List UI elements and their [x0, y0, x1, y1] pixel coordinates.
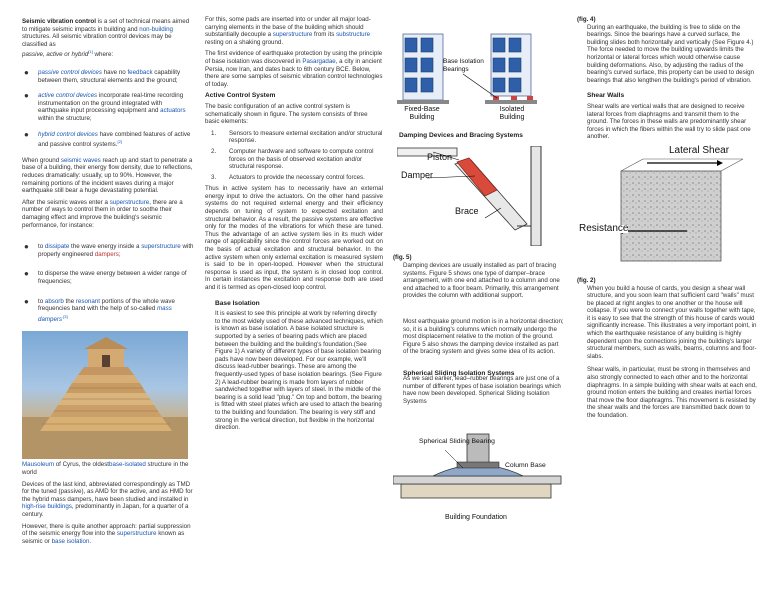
wave-control-list — [22, 243, 194, 323]
fig4-label: (fig. 4) — [577, 16, 596, 23]
intro-paragraph — [22, 18, 194, 59]
paragraph: Damping devices are usually installed as part of bracing systems. Figure 5 shows one type of damper–brace arrangement, with one end attached to a column and one end attached to a floor beam. Primarily, this arrangement provides the column with additional support. — [403, 262, 560, 300]
heading-base-isolation: Base Isolation — [215, 299, 260, 307]
label-piston: Piston — [427, 152, 453, 162]
label-resistance: Resistance — [579, 222, 629, 234]
damper-brace-figure — [397, 146, 557, 246]
list-item: ● hybrid control devices have combined features of active and passive control systems.[2] — [24, 129, 191, 149]
paragraph: Thus in active system has to necessarily have an external energy input to drive the actuators. On the other hand passive systems do not required external energy and their efficiency depends on tuning of system to expected excitation and structural behavior. As a result, the passive systems are effective only for the modes of the vibrations for which these are tuned. Thus the advantage of an active system lies in its much wider range of applicability since the control forces are worked out on the basis of actual excitation and structural behavior. In the active system when only external excitation is measured system is said to be in open-looped. However when the structural response is used as input, the system is in closed loop control. In certain instances the excitation and response both are used and it is termed as open-closed loop control. — [205, 185, 383, 291]
list-item: ● to disperse the wave energy between a wider range of frequencies; — [24, 269, 187, 285]
paragraph: Devices of the last kind, abbreviated correspondingly as TMD for the tuned (passive), as AMD for the active, and as HMD for the hybrid mass dampers, have been studied and installed in high-rise buildings, predominantly in Japan, for a quarter of a century. — [22, 480, 193, 518]
elements-list — [205, 130, 383, 182]
label-brace: Brace — [455, 206, 479, 216]
superstructure-link[interactable]: superstructure — [272, 31, 313, 39]
label-base-isolation-bearings: Base Isolation Bearings — [443, 58, 484, 73]
substructure-link[interactable]: substructure — [336, 31, 371, 39]
dissipate-link[interactable]: dissipate — [44, 243, 70, 251]
label-isolated: Isolated Building — [499, 106, 525, 121]
base-isolation-link[interactable]: base isolation — [51, 537, 90, 545]
ref-1[interactable]: [1] — [88, 49, 93, 55]
paragraph: However, there is quite another approach: partial suppression of the seismic energy flow into the superstructure known as seismic or base isolation. — [22, 522, 191, 545]
active-link[interactable]: active control devices — [38, 92, 98, 100]
paragraph: As we said earlier, lead–rubber bearings are just one of a number of different types of base isolation bearings which have now been developed. Spherical Sliding Isolation Systems — [403, 375, 561, 405]
shear-wall-drawing — [577, 145, 757, 265]
paragraph: After the seismic waves enter a superstructure, there are a number of ways to control them in order to soothe their damaging effect and improve the building's seismic performance, for instance: — [22, 198, 183, 229]
list-item: ● to dissipate the wave energy inside a superstructure with properly engineered dampers; — [24, 242, 194, 258]
list-item: ● passive control devices have no feedback capability between them, structural elements and the ground; — [24, 68, 181, 84]
actuators-link[interactable]: actuators — [160, 107, 186, 115]
superstructure-link[interactable]: superstructure — [109, 198, 150, 206]
paragraph: During an earthquake, the building is free to slide on the bearings. Since the bearings have a curved surface, the building slides both horizontally and vertically (See Figure 4.) The force needed to move the building upwards limits the horizontal or lateral forces which would otherwise cause building deformations. Also, by adjusting the radius of the bearing's curved surface, this property can be used to design bearings that also lengthen the building's period of vibration. — [587, 23, 754, 84]
heading-active-control: Active Control System — [205, 92, 276, 100]
paragraph: When ground seismic waves reach up and start to penetrate a base of a building, their energy flow density, due to reflections, reduces dramatically: usually, up to 90%. However, the remaining portions of the incident waves during a major earthquake still bear a huge devastating potential. — [22, 156, 193, 195]
intro-text-c: passive, active or hybrid — [22, 51, 89, 59]
passive-link[interactable]: passive control devices — [38, 69, 102, 77]
label-fixed-base: Fixed-Base Building — [404, 106, 440, 121]
mausoleum-drawing — [22, 331, 188, 459]
paragraph: The first evidence of earthquake protection by using the principle of base isolation was discovered in Pasargadae, a city in ancient Persia, now Iran, and dates back to 6th century BCE. Below, there are some samples of seismic vibration control technologies of today. — [205, 50, 383, 88]
intro-text-b: structures. All seismic vibration control devices may be classified as — [22, 33, 172, 48]
list-item: 3. Actuators to provide the necessary control forces. — [211, 173, 365, 181]
superstructure-link[interactable]: superstructure — [116, 530, 157, 538]
base-isolated-link[interactable]: base-isolated — [109, 461, 146, 469]
label-spherical-bearing: Spherical Sliding Bearing — [419, 438, 495, 445]
label-column-base: Column Base — [505, 462, 546, 469]
resonant-link[interactable]: resonant — [75, 297, 100, 305]
mass-dampers-link[interactable]: mass dampers — [38, 305, 172, 323]
list-item: ● to absorb the resonant portions of the whole wave frequencies band with the help of so-called mass dampers$^{.[3]}$ — [24, 296, 175, 323]
paragraph: Most earthquake ground motion is in a horizontal direction; so, it is a building's columns which normally undergo the most displacement relative to the motion of the ground. Figure 5 also shows the damping device installed as part of the bracing system and gives some idea of its action. — [403, 318, 564, 356]
absorb-link[interactable]: absorb — [44, 297, 64, 305]
paragraph: Shear walls, in particular, must be strong in themselves and also strongly connected to each other and to the horizontal diaphragms. In a simple building with shear walls at each end, ground motion enters the building and creates inertial forces that move the floor diaphragms. This movement is resisted by the shear walls and the forces are transmitted back down to the foundation. — [587, 366, 757, 419]
label-building-foundation: Building Foundation — [445, 514, 507, 521]
paragraph: When you build a house of cards, you design a shear wall structure, and you soon learn that sufficient card "walls" must be placed at right angles to one another or the house will collapse. If you were to connect your walls together with tape, it is easy to see that the strength of this house of cards would significantly increase. This illustrates a very important point, in which the earthquake resistance of any building is highly dependent upon the connections joining the building's larger structural members, such as walls, beams, columns and floor-slabs. — [587, 284, 757, 360]
paragraph: For this, some pads are inserted into or under all major load-carrying elements in the base of the building which should substantially decouple a superstructure from its substructure resting on a shaking ground. — [205, 16, 371, 46]
damping-figure-title: Damping Devices and Bracing Systems — [399, 132, 523, 139]
intro-term: Seismic vibration control — [22, 18, 96, 25]
fig5-label: (fig. 5) — [393, 254, 412, 261]
heading-shear-walls: Shear Walls — [587, 92, 625, 100]
list-item: 1. Sensors to measure external excitation and/or structural response. — [211, 129, 383, 145]
superstructure-link[interactable]: superstructure — [141, 243, 181, 251]
pasargadae-link[interactable]: Pasargadae — [302, 57, 336, 65]
mausoleum-photo — [22, 331, 188, 459]
paragraph: It is easiest to see this principle at work by referring directly to the most widely used of these advanced techniques, which is known as base isolation. A base isolated structure is supported by a series of bearing pads which are placed between the building and the building's foundation.(See Figure 1) A variety of different types of base isolation bearing pads have now been developed. For our example, we'll discuss lead-rubber bearings. These are among the frequently-used types of base isolation bearings. (See Figure 2) A lead-rubber bearing is made from layers of rubber sandwiched together with layers of steel. In the middle of the bearing is a solid lead "plug." On top and bottom, the bearing is fitted with steel plates which are used to attach the bearing to the building and foundation. The bearing is very stiff and strong in the vertical direction, but flexible in the horizontal direction. — [215, 310, 383, 432]
feedback-link[interactable]: feedback — [127, 69, 153, 77]
photo-caption: Mausoleum of Cyrus, the oldestbase-isolated structure in the world — [22, 461, 189, 476]
non-building-link[interactable]: non-building — [139, 25, 173, 33]
heading-spherical-sliding: Spherical Sliding Isolation Systems — [403, 370, 515, 377]
seismic-waves-link[interactable]: seismic waves — [60, 156, 101, 164]
ref-2[interactable]: [2] — [117, 139, 122, 145]
label-damper: Damper — [401, 170, 434, 180]
paragraph: Shear walls are vertical walls that are designed to receive lateral forces from diaphragms and transmit them to the ground. The forces in these walls are predominantly shear forces in which the fibers within the wall try to slide past one another. — [587, 102, 751, 141]
column-1 — [22, 0, 194, 549]
fig2-label: (fig. 2) — [577, 276, 596, 284]
intro-text-d: where: — [92, 51, 114, 59]
label-lateral-shear: Lateral Shear — [669, 144, 730, 156]
hybrid-link[interactable]: hybrid control devices — [38, 130, 98, 138]
column-4 — [577, 0, 757, 424]
high-rise-link[interactable]: high-rise buildings — [22, 503, 72, 511]
list-item: 2. Computer hardware and software to compute control forces on the basis of observed excitation and/or structural response. — [211, 147, 374, 171]
paragraph: The basic configuration of an active control system is schematically shown in figure. The system consists of three basic elements: — [205, 102, 368, 126]
column-2 — [205, 0, 383, 436]
intro-text-a: is a set of technical means aimed to mitigate seismic impacts in building and — [22, 18, 190, 33]
dampers-link[interactable]: dampers — [94, 250, 119, 258]
control-types-list — [22, 69, 194, 149]
mausoleum-link[interactable]: Mausoleum — [22, 461, 54, 469]
list-item: ● active control devices incorporate real-time recording instrumentation on the ground integrated with earthquake input processing equipment and actuators within the structure; — [24, 91, 186, 122]
shear-wall-figure — [577, 145, 757, 265]
